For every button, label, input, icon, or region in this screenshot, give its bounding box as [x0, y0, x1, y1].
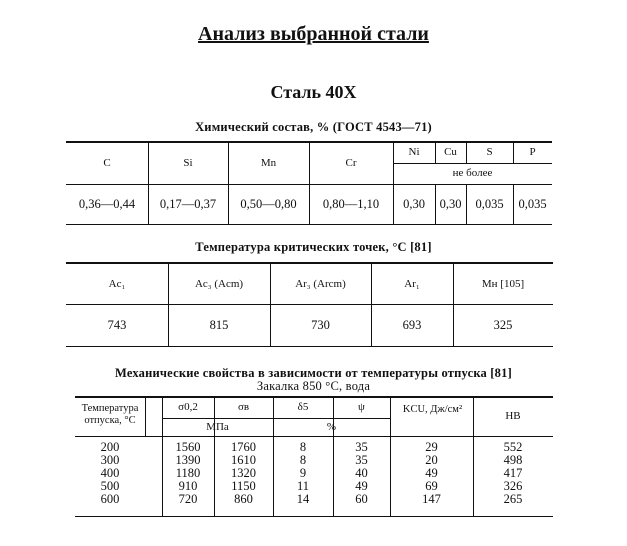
mech-cell-sigma02: 1180	[175, 466, 201, 480]
chem-value-si: 0,17—0,37	[159, 197, 217, 211]
mech-cell-sigma02: 720	[178, 492, 198, 506]
chem-header-cu: Cu	[444, 146, 457, 158]
chem-header-cr: Cr	[345, 157, 357, 169]
mech-cell-hb: 326	[503, 479, 523, 493]
mech-header-hb: HB	[505, 410, 521, 422]
chem-header-c: C	[103, 157, 111, 169]
mech-unit-mpa: МПа	[206, 421, 229, 433]
crit-header-ar3: Ar₃ (Arcm)	[295, 278, 346, 290]
mech-cell-delta5: 8	[299, 453, 307, 467]
chem-value-ni: 0,30	[403, 197, 425, 211]
mech-cell-delta5: 11	[296, 479, 310, 493]
mech-header-sigmab: σв	[237, 401, 250, 413]
mech-cell-sigmab: 1760	[231, 440, 256, 454]
mech-cell-hb: 498	[503, 453, 523, 467]
mech-cell-kcu: 49	[425, 466, 438, 480]
chem-header-s: S	[486, 146, 493, 158]
mech-cell-temp: 200	[100, 440, 120, 454]
mech-cell-temp: 400	[100, 466, 120, 480]
mech-cell-sigmab: 1320	[231, 466, 256, 480]
chem-subheader: не более	[452, 167, 493, 179]
crit-header-ac3: Ac₃ (Acm)	[194, 278, 244, 290]
mech-header-psi: ψ	[358, 401, 365, 413]
mech-cell-kcu: 69	[425, 479, 438, 493]
mech-cell-hb: 265	[503, 492, 523, 506]
mech-cell-psi: 49	[355, 479, 368, 493]
mech-caption: Механические свойства в зависимости от температуры отпуска [81]	[115, 366, 512, 380]
mech-cell-psi: 40	[355, 466, 368, 480]
mech-cell-sigma02: 910	[178, 479, 198, 493]
mech-cell-sigmab: 1150	[231, 479, 256, 493]
chem-value-s: 0,035	[475, 197, 504, 211]
page-title: Анализ выбранной стали	[198, 23, 429, 45]
mech-cell-sigma02: 1560	[175, 440, 201, 454]
steel-grade: Сталь 40Х	[270, 82, 357, 102]
chem-header-p: P	[529, 146, 536, 158]
mech-cell-delta5: 9	[299, 466, 307, 480]
crit-caption: Температура критических точек, °C [81]	[195, 240, 432, 254]
crit-header-ac1: Ac₁	[108, 278, 126, 290]
crit-value-ar3: 730	[311, 318, 330, 332]
chem-header-mn: Mn	[260, 157, 277, 169]
mech-cell-kcu: 29	[425, 440, 438, 454]
mech-cell-psi: 60	[355, 492, 368, 506]
crit-value-ar1: 693	[402, 318, 422, 332]
mech-unit-percent: %	[326, 421, 337, 433]
mech-cell-sigmab: 1610	[231, 453, 256, 467]
crit-value-ac1: 743	[107, 318, 127, 332]
mech-cell-hb: 417	[503, 466, 523, 480]
chem-value-c: 0,36—0,44	[78, 197, 136, 211]
mech-cell-psi: 35	[355, 440, 368, 454]
mech-header-delta5: δ5	[297, 401, 309, 413]
mech-cell-temp: 500	[100, 479, 120, 493]
chem-header-ni: Ni	[408, 146, 420, 158]
crit-value-ac3: 815	[209, 318, 229, 332]
chem-value-cr: 0,80—1,10	[322, 197, 380, 211]
crit-header-ar1: Ar₁	[404, 278, 420, 290]
mech-cell-sigma02: 1390	[175, 453, 201, 467]
mech-cell-temp: 300	[100, 453, 120, 467]
mech-cell-hb: 552	[503, 440, 523, 454]
chem-header-si: Si	[183, 157, 193, 169]
mech-cell-kcu: 20	[425, 453, 438, 467]
chem-value-p: 0,035	[518, 197, 547, 211]
mech-header-kcu: KCU, Дж/см²	[402, 404, 463, 415]
mech-cell-sigmab: 860	[234, 492, 253, 506]
mech-cell-delta5: 14	[296, 492, 310, 506]
chem-value-cu: 0,30	[439, 197, 462, 211]
mech-cell-delta5: 8	[299, 440, 307, 454]
mech-header-sigma02: σ0,2	[178, 401, 198, 413]
mech-subcaption: Закалка 850 °C, вода	[256, 379, 371, 393]
mech-cell-temp: 600	[100, 492, 120, 506]
mech-cell-psi: 35	[355, 453, 368, 467]
chem-value-mn: 0,50—0,80	[240, 197, 297, 211]
crit-header-mn: Мн [105]	[481, 278, 525, 290]
mech-cell-kcu: 147	[422, 492, 441, 506]
mech-header-temp: Температура отпуска, °C	[81, 403, 139, 426]
crit-value-mn: 325	[493, 318, 513, 332]
chem-caption: Химический состав, % (ГОСТ 4543—71)	[195, 120, 432, 134]
